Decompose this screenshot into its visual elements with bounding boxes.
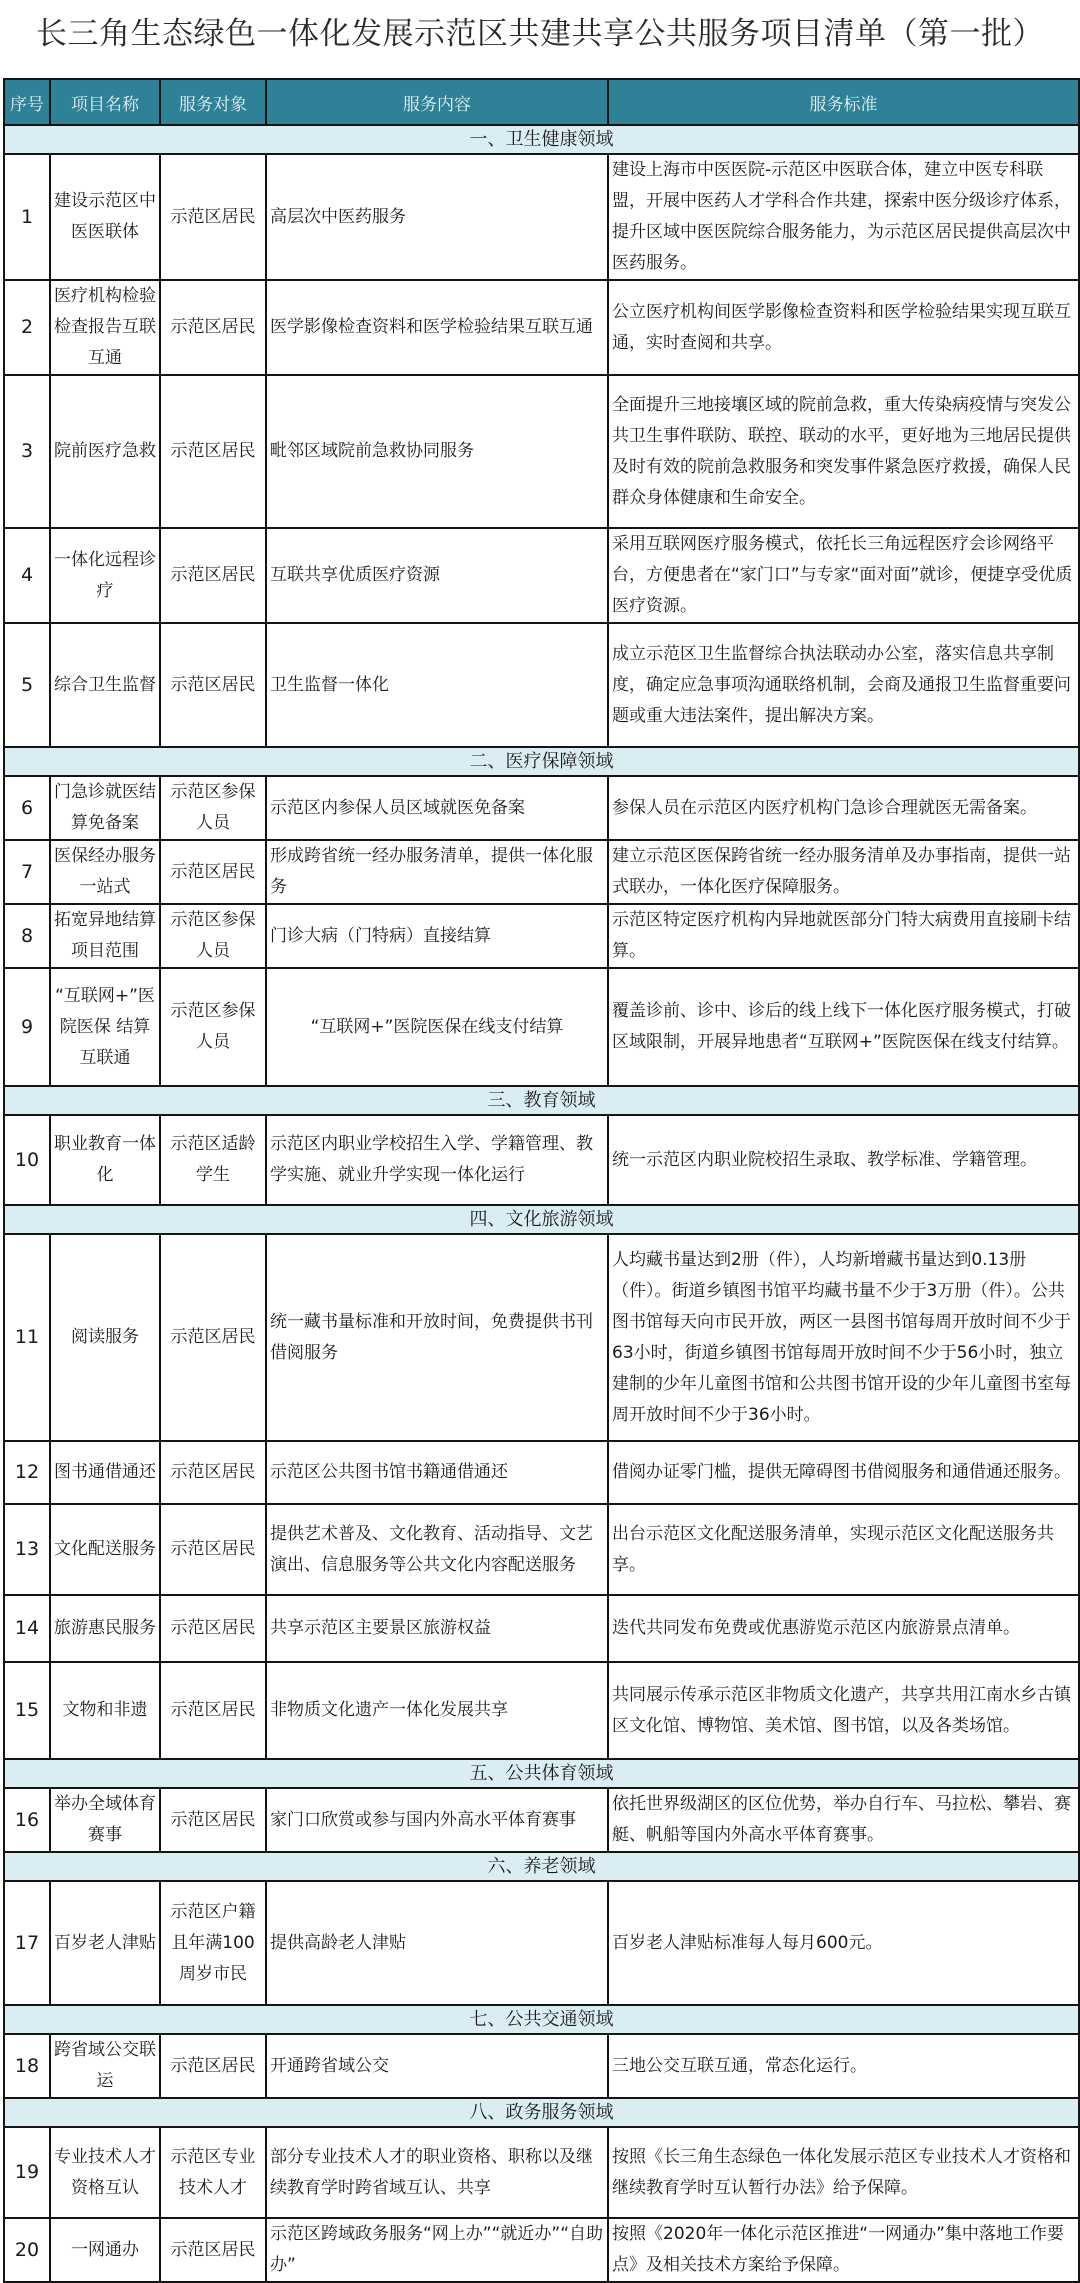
cell-no: 7: [4, 840, 50, 904]
cell-service-content: “互联网+”医院医保在线支付结算: [266, 968, 608, 1086]
table-row: [4, 1662, 1079, 1759]
cell-no: 20: [4, 2218, 50, 2282]
cell-service-target: 示范区参保人员: [160, 776, 266, 840]
table-header-row: [4, 79, 1079, 125]
cell-service-standard: 借阅办证零门槛，提供无障碍图书借阅服务和通借通还服务。: [608, 1441, 1079, 1504]
cell-service-content: 互联共享优质医疗资源: [266, 528, 608, 623]
cell-service-target: 示范区居民: [160, 1662, 266, 1759]
table-row: [4, 528, 1079, 623]
cell-project-name: 一网通办: [50, 2218, 160, 2282]
cell-project-name: 门急诊就医结算免备案: [50, 776, 160, 840]
cell-project-name: 建设示范区中医医联体: [50, 154, 160, 280]
column-header-target: 服务对象: [160, 79, 266, 125]
cell-no: 8: [4, 904, 50, 968]
cell-project-name: 拓宽异地结算项目范围: [50, 904, 160, 968]
table-row: [4, 1441, 1079, 1504]
cell-service-target: 示范区户籍且年满100周岁市民: [160, 1881, 266, 2005]
cell-service-content: 非物质文化遗产一体化发展共享: [266, 1662, 608, 1759]
cell-service-standard: 建设上海市中医医院-示范区中医联合体，建立中医专科联盟，开展中医药人才学科合作共建，探索中医分级诊疗体系，提升区域中医医院综合服务能力，为示范区居民提供高层次中医药服务。: [608, 154, 1079, 280]
cell-service-target: 示范区居民: [160, 2218, 266, 2282]
cell-service-standard: 三地公交互联互通，常态化运行。: [608, 2034, 1079, 2098]
cell-no: 18: [4, 2034, 50, 2098]
cell-service-content: 共享示范区主要景区旅游权益: [266, 1595, 608, 1662]
cell-service-standard: 公立医疗机构间医学影像检查资料和医学检验结果实现互联互通，实时查阅和共享。: [608, 280, 1079, 375]
table-row: [4, 1788, 1079, 1852]
cell-project-name: 图书通借通还: [50, 1441, 160, 1504]
table-row: [4, 840, 1079, 904]
cell-service-target: 示范区居民: [160, 1788, 266, 1852]
cell-no: 9: [4, 968, 50, 1086]
cell-service-target: 示范区居民: [160, 1234, 266, 1441]
cell-no: 1: [4, 154, 50, 280]
section-label: 一、卫生健康领域: [4, 125, 1079, 154]
column-header-name: 项目名称: [50, 79, 160, 125]
column-header-content: 服务内容: [266, 79, 608, 125]
cell-service-target: 示范区居民: [160, 2034, 266, 2098]
cell-no: 6: [4, 776, 50, 840]
section-label: 三、教育领域: [4, 1086, 1079, 1115]
cell-project-name: “互联网+”医院医保 结算互联通: [50, 968, 160, 1086]
cell-service-content: 门诊大病（门特病）直接结算: [266, 904, 608, 968]
table-row: [4, 968, 1079, 1086]
cell-service-standard: 覆盖诊前、诊中、诊后的线上线下一体化医疗服务模式，打破区域限制，开展异地患者“互联网+”医院医保在线支付结算。: [608, 968, 1079, 1086]
cell-no: 16: [4, 1788, 50, 1852]
cell-project-name: 跨省域公交联运: [50, 2034, 160, 2098]
table-row: [4, 623, 1079, 747]
cell-service-content: 形成跨省统一经办服务清单，提供一体化服务: [266, 840, 608, 904]
cell-service-content: 示范区跨域政务服务“网上办”“就近办”“自助办”: [266, 2218, 608, 2282]
table-row: [4, 2218, 1079, 2282]
table-row: [4, 776, 1079, 840]
section-label: 七、公共交通领域: [4, 2005, 1079, 2034]
cell-service-target: 示范区参保人员: [160, 968, 266, 1086]
cell-service-target: 示范区专业技术人才: [160, 2127, 266, 2218]
cell-project-name: 专业技术人才资格互认: [50, 2127, 160, 2218]
cell-service-target: 示范区居民: [160, 1441, 266, 1504]
cell-no: 13: [4, 1504, 50, 1595]
table-row: [4, 1504, 1079, 1595]
section-label: 五、公共体育领域: [4, 1759, 1079, 1788]
cell-service-target: 示范区适龄学生: [160, 1115, 266, 1205]
table-row: [4, 1234, 1079, 1441]
table-body: [4, 125, 1079, 2282]
table-row: [4, 375, 1079, 528]
cell-project-name: 医保经办服务一站式: [50, 840, 160, 904]
cell-service-target: 示范区居民: [160, 1595, 266, 1662]
cell-project-name: 医疗机构检验检查报告互联互通: [50, 280, 160, 375]
cell-project-name: 举办全域体育赛事: [50, 1788, 160, 1852]
cell-service-target: 示范区居民: [160, 280, 266, 375]
cell-no: 14: [4, 1595, 50, 1662]
cell-project-name: 综合卫生监督: [50, 623, 160, 747]
cell-no: 17: [4, 1881, 50, 2005]
section-label: 二、医疗保障领域: [4, 747, 1079, 776]
cell-service-content: 医学影像检查资料和医学检验结果互联互通: [266, 280, 608, 375]
cell-service-target: 示范区居民: [160, 375, 266, 528]
cell-no: 2: [4, 280, 50, 375]
cell-service-content: 提供艺术普及、文化教育、活动指导、文艺演出、信息服务等公共文化内容配送服务: [266, 1504, 608, 1595]
cell-service-content: 开通跨省域公交: [266, 2034, 608, 2098]
cell-service-standard: 成立示范区卫生监督综合执法联动办公室，落实信息共享制度，确定应急事项沟通联络机制，会商及通报卫生监督重要问题或重大违法案件，提出解决方案。: [608, 623, 1079, 747]
cell-service-target: 示范区参保人员: [160, 904, 266, 968]
cell-no: 19: [4, 2127, 50, 2218]
cell-service-target: 示范区居民: [160, 1504, 266, 1595]
table-row: [4, 1115, 1079, 1205]
cell-service-content: 提供高龄老人津贴: [266, 1881, 608, 2005]
table-row: [4, 280, 1079, 375]
table-row: [4, 904, 1079, 968]
cell-project-name: 文物和非遗: [50, 1662, 160, 1759]
cell-service-standard: 按照《长三角生态绿色一体化发展示范区专业技术人才资格和继续教育学时互认暂行办法》给予保障。: [608, 2127, 1079, 2218]
cell-service-standard: 参保人员在示范区内医疗机构门急诊合理就医无需备案。: [608, 776, 1079, 840]
section-row: [4, 1852, 1079, 1881]
cell-project-name: 院前医疗急救: [50, 375, 160, 528]
service-project-table: [3, 78, 1080, 2283]
cell-no: 12: [4, 1441, 50, 1504]
cell-project-name: 职业教育一体化: [50, 1115, 160, 1205]
cell-no: 15: [4, 1662, 50, 1759]
cell-project-name: 阅读服务: [50, 1234, 160, 1441]
cell-service-target: 示范区居民: [160, 528, 266, 623]
cell-service-standard: 建立示范区医保跨省统一经办服务清单及办事指南，提供一站式联办，一体化医疗保障服务。: [608, 840, 1079, 904]
cell-project-name: 文化配送服务: [50, 1504, 160, 1595]
cell-project-name: 一体化远程诊疗: [50, 528, 160, 623]
cell-service-content: 毗邻区域院前急救协同服务: [266, 375, 608, 528]
cell-service-content: 示范区内职业学校招生入学、学籍管理、教学实施、就业升学实现一体化运行: [266, 1115, 608, 1205]
cell-service-standard: 百岁老人津贴标准每人每月600元。: [608, 1881, 1079, 2005]
cell-service-content: 示范区公共图书馆书籍通借通还: [266, 1441, 608, 1504]
cell-no: 10: [4, 1115, 50, 1205]
cell-project-name: 百岁老人津贴: [50, 1881, 160, 2005]
cell-service-content: 部分专业技术人才的职业资格、职称以及继续教育学时跨省域互认、共享: [266, 2127, 608, 2218]
section-row: [4, 747, 1079, 776]
cell-service-standard: 人均藏书量达到2册（件），人均新增藏书量达到0.13册（件）。街道乡镇图书馆平均藏书量不少于3万册（件）。公共图书馆每天向市民开放，两区一县图书馆每周开放时间不少于63小时，街道乡镇图书馆每周开放时间不少于56小时，独立建制的少年儿童图书馆和公共图书馆开设的少年儿童图书室每周开放时间不少于36小时。: [608, 1234, 1079, 1441]
column-header-standard: 服务标准: [608, 79, 1079, 125]
cell-service-content: 卫生监督一体化: [266, 623, 608, 747]
column-header-no: 序号: [4, 79, 50, 125]
table-row: [4, 2034, 1079, 2098]
cell-service-content: 高层次中医药服务: [266, 154, 608, 280]
cell-no: 4: [4, 528, 50, 623]
cell-service-standard: 出台示范区文化配送服务清单，实现示范区文化配送服务共享。: [608, 1504, 1079, 1595]
cell-no: 11: [4, 1234, 50, 1441]
cell-service-standard: 示范区特定医疗机构内异地就医部分门特大病费用直接刷卡结算。: [608, 904, 1079, 968]
cell-service-standard: 统一示范区内职业院校招生录取、教学标准、学籍管理。: [608, 1115, 1079, 1205]
section-row: [4, 2005, 1079, 2034]
cell-service-standard: 共同展示传承示范区非物质文化遗产，共享共用江南水乡古镇区文化馆、博物馆、美术馆、图书馆，以及各类场馆。: [608, 1662, 1079, 1759]
section-row: [4, 1086, 1079, 1115]
cell-service-content: 示范区内参保人员区域就医免备案: [266, 776, 608, 840]
section-row: [4, 125, 1079, 154]
section-label: 四、文化旅游领域: [4, 1205, 1079, 1234]
cell-service-target: 示范区居民: [160, 623, 266, 747]
cell-no: 3: [4, 375, 50, 528]
section-label: 六、养老领域: [4, 1852, 1079, 1881]
table-row: [4, 154, 1079, 280]
cell-service-content: 统一藏书量标准和开放时间，免费提供书刊借阅服务: [266, 1234, 608, 1441]
cell-service-content: 家门口欣赏或参与国内外高水平体育赛事: [266, 1788, 608, 1852]
cell-service-standard: 按照《2020年一体化示范区推进“一网通办”集中落地工作要点》及相关技术方案给予保障。: [608, 2218, 1079, 2282]
cell-project-name: 旅游惠民服务: [50, 1595, 160, 1662]
cell-service-target: 示范区居民: [160, 154, 266, 280]
section-row: [4, 1759, 1079, 1788]
cell-service-standard: 采用互联网医疗服务模式，依托长三角远程医疗会诊网络平台，方便患者在“家门口”与专家“面对面”就诊，便捷享受优质医疗资源。: [608, 528, 1079, 623]
table-row: [4, 1881, 1079, 2005]
cell-service-standard: 迭代共同发布免费或优惠游览示范区内旅游景点清单。: [608, 1595, 1079, 1662]
table-row: [4, 2127, 1079, 2218]
cell-service-target: 示范区居民: [160, 840, 266, 904]
section-row: [4, 2098, 1079, 2127]
section-label: 八、政务服务领域: [4, 2098, 1079, 2127]
table-row: [4, 1595, 1079, 1662]
section-row: [4, 1205, 1079, 1234]
page-title: 长三角生态绿色一体化发展示范区共建共享公共服务项目清单（第一批）: [36, 16, 1044, 52]
cell-service-standard: 依托世界级湖区的区位优势，举办自行车、马拉松、攀岩、赛艇、帆船等国内外高水平体育赛事。: [608, 1788, 1079, 1852]
cell-no: 5: [4, 623, 50, 747]
cell-service-standard: 全面提升三地接壤区域的院前急救，重大传染病疫情与突发公共卫生事件联防、联控、联动的水平，更好地为三地居民提供及时有效的院前急救服务和突发事件紧急医疗救援，确保人民群众身体健康和生命安全。: [608, 375, 1079, 528]
